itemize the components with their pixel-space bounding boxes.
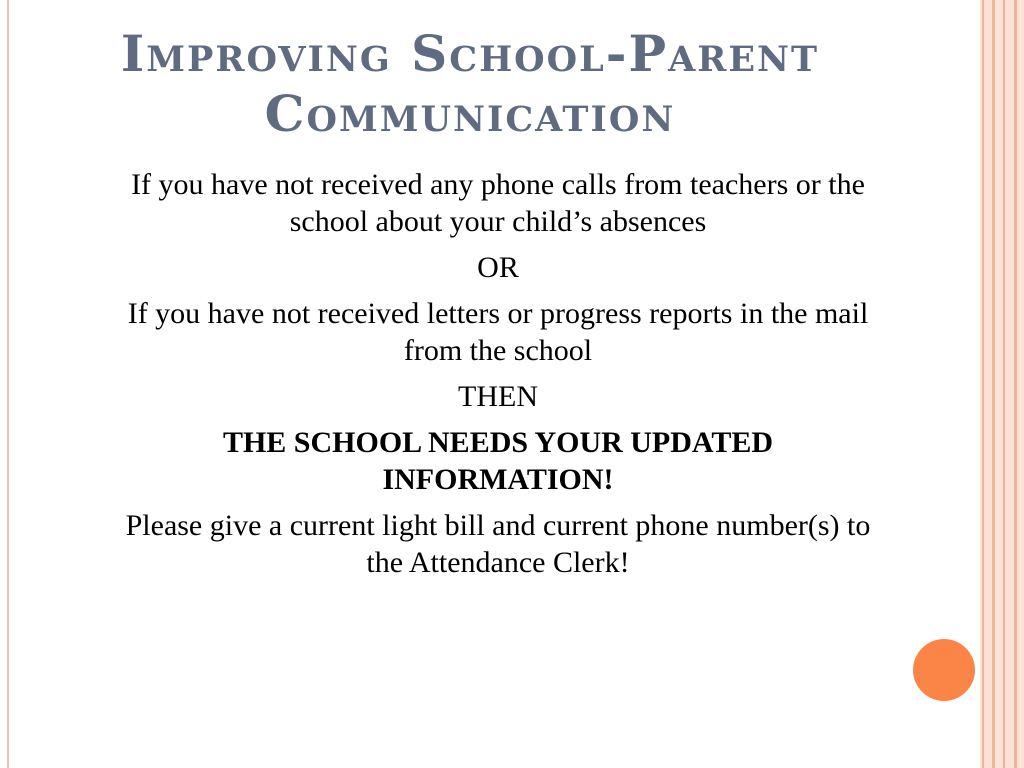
right-decorative-band (980, 0, 1024, 768)
slide-body (110, 166, 886, 590)
accent-circle (913, 639, 975, 701)
slide-title-line-1: Improving School-Parent (120, 24, 820, 83)
right-stripe (982, 0, 984, 768)
left-border-line (7, 0, 9, 768)
slide-title-line-2: Communication (264, 84, 676, 143)
body-paragraph-instructions: Please give a current light bill and current phone number(s) to the Attendance Clerk! (125, 509, 871, 579)
right-stripe (1003, 0, 1005, 768)
body-paragraph-letters: If you have not received letters or progress reports in the mail from the school (127, 297, 869, 367)
body-paragraph-phone-calls: If you have not received any phone calls from teachers or the school about your child’s absences (131, 168, 865, 238)
right-stripe (992, 0, 995, 768)
body-emphasis-updated-info: THE SCHOOL NEEDS YOUR UPDATED INFORMATION! (222, 426, 774, 496)
body-then: THEN (458, 380, 538, 413)
body-or: OR (477, 251, 519, 284)
right-stripe (1014, 0, 1017, 768)
slide-title (40, 24, 900, 144)
